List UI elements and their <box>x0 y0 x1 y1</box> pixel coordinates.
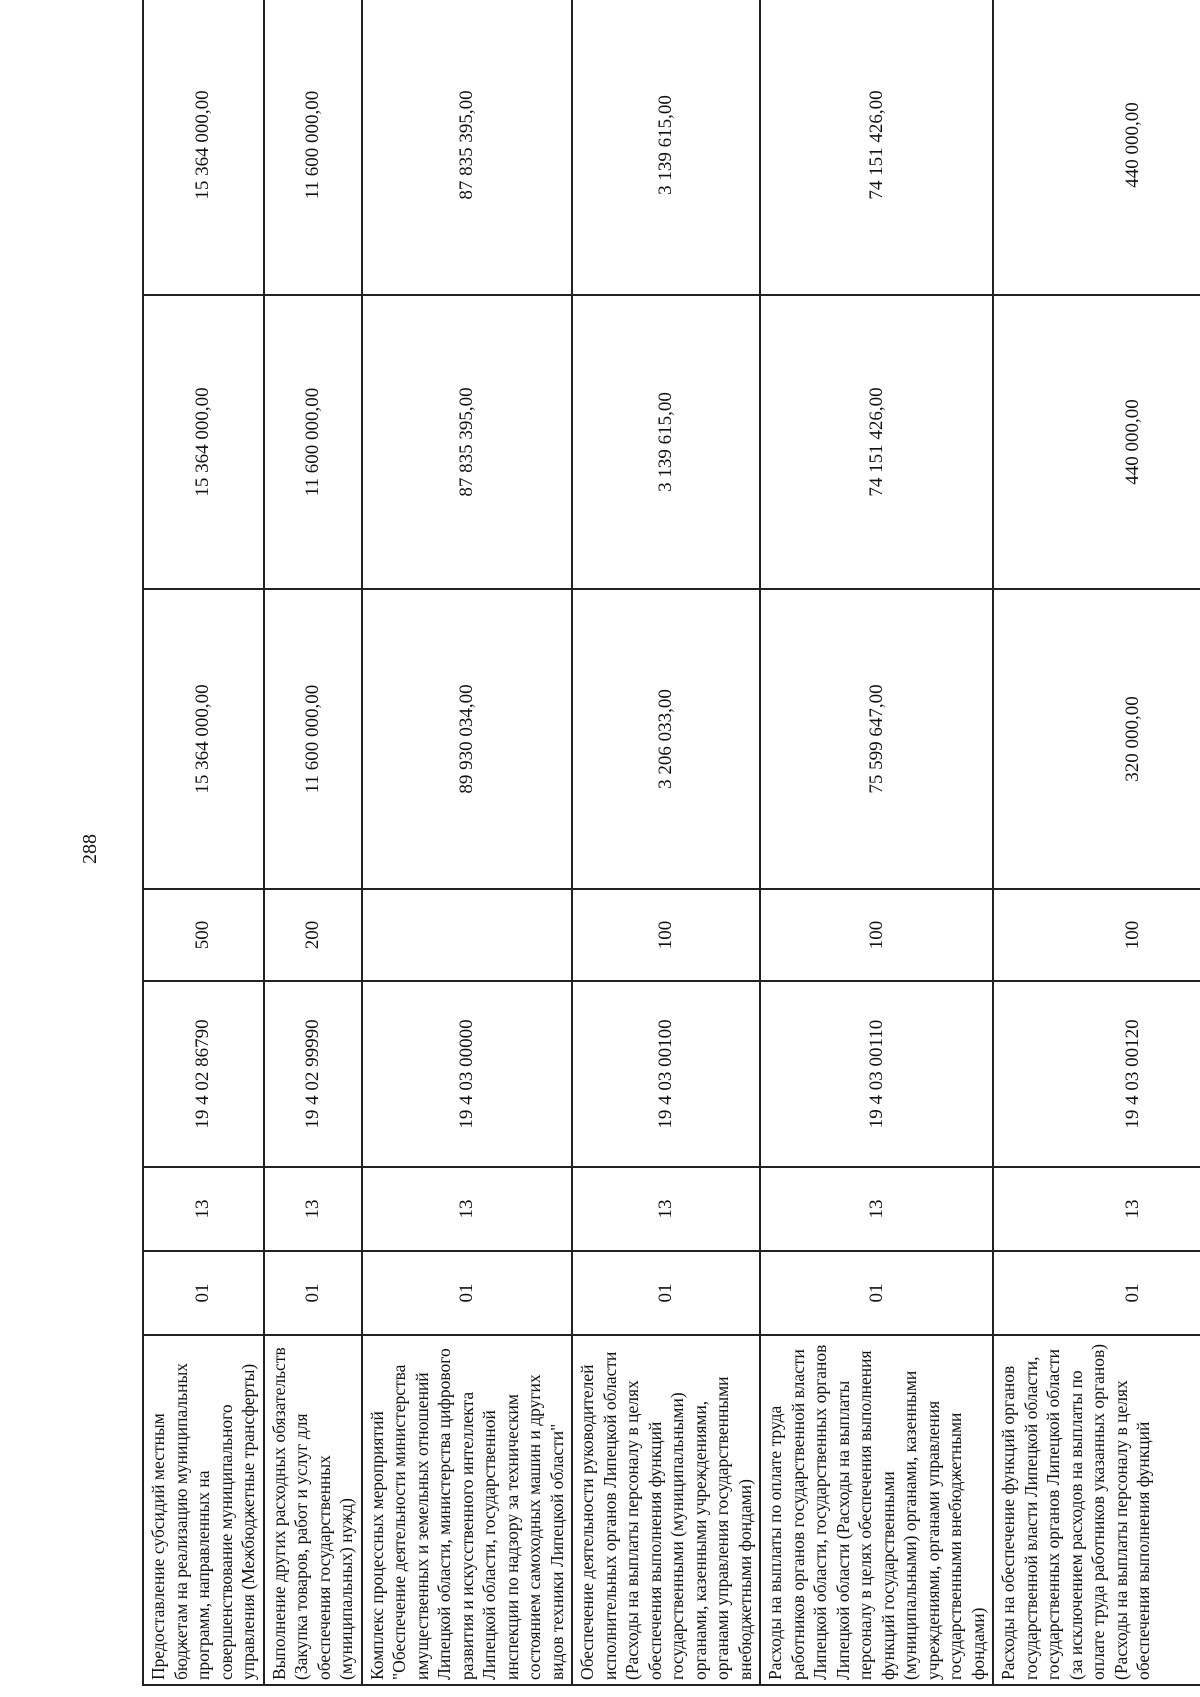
section-code: 01 <box>993 1251 1200 1335</box>
row-description: Комплекс процессных мероприятий "Обеспечение деятельности министерства имущественных и земельных отношений Липецкой области, министерства цифрового развития и искусственного интеллекта Липецкой области, государственной инспекции по надзору за техническим состоянием самоходных машин и других видов техники Липецкой области" <box>362 1335 573 1685</box>
amount-year-1: 320 000,00 <box>993 589 1200 889</box>
row-description: Предоставление субсидий местным бюджетам на реализацию муниципальных программ, направленных на совершенствование муниципального управления (Межбюджетные трансферты) <box>143 1335 264 1685</box>
row-description: Выполнение других расходных обязательств (Закупка товаров, работ и услуг для обеспечения государственных (муниципальных) нужд) <box>264 1335 362 1685</box>
subsection-code: 13 <box>143 1167 264 1251</box>
amount-year-3: 87 835 395,00 <box>362 0 573 295</box>
page-number: 288 <box>79 834 101 864</box>
expense-type-code: 500 <box>143 889 264 981</box>
budget-table <box>142 0 1200 1686</box>
amount-year-2: 3 139 615,00 <box>572 295 760 589</box>
table-row <box>264 0 362 1685</box>
section-code: 01 <box>760 1251 993 1335</box>
subsection-code: 13 <box>993 1167 1200 1251</box>
expense-type-code: 100 <box>760 889 993 981</box>
target-article-code: 19 4 02 99990 <box>264 981 362 1167</box>
table-row <box>143 0 264 1685</box>
row-description: Расходы на обеспечение функций органов государственной власти Липецкой области, государственных органов Липецкой области (за исключением расходов на выплаты по оплате труда работников указанных органов) (Расходы на выплаты персоналу в целях обеспечения выполнения функций <box>993 1335 1200 1685</box>
amount-year-1: 3 206 033,00 <box>572 589 760 889</box>
table-row <box>993 0 1200 1685</box>
section-code: 01 <box>572 1251 760 1335</box>
expense-type-code: 100 <box>572 889 760 981</box>
amount-year-2: 11 600 000,00 <box>264 295 362 589</box>
table-row <box>760 0 993 1685</box>
rotated-table-container <box>142 0 1167 1686</box>
row-description: Расходы на выплаты по оплате труда работников органов государственной власти Липецкой области, государственных органов Липецкой области (Расходы на выплаты персоналу в целях обеспечения выполнения функций государственными (муниципальными) органами, казенными учреждениями, органами управления государственными внебюджетными фондами) <box>760 1335 993 1685</box>
subsection-code: 13 <box>760 1167 993 1251</box>
table-row <box>362 0 573 1685</box>
amount-year-1: 89 930 034,00 <box>362 589 573 889</box>
target-article-code: 19 4 03 00110 <box>760 981 993 1167</box>
expense-type-code: 100 <box>993 889 1200 981</box>
amount-year-3: 15 364 000,00 <box>143 0 264 295</box>
amount-year-3: 3 139 615,00 <box>572 0 760 295</box>
amount-year-2: 15 364 000,00 <box>143 295 264 589</box>
subsection-code: 13 <box>264 1167 362 1251</box>
subsection-code: 13 <box>572 1167 760 1251</box>
subsection-code: 13 <box>362 1167 573 1251</box>
amount-year-1: 75 599 647,00 <box>760 589 993 889</box>
amount-year-3: 74 151 426,00 <box>760 0 993 295</box>
expense-type-code: 200 <box>264 889 362 981</box>
row-description: Обеспечение деятельности руководителей исполнительных органов Липецкой области (Расходы на выплаты персоналу в целях обеспечения выполнения функций государственными (муниципальными) органами, казенными учреждениями, органами управления государственными внебюджетными фондами) <box>572 1335 760 1685</box>
amount-year-1: 15 364 000,00 <box>143 589 264 889</box>
target-article-code: 19 4 03 00120 <box>993 981 1200 1167</box>
expense-type-code <box>362 889 573 981</box>
amount-year-2: 440 000,00 <box>993 295 1200 589</box>
amount-year-2: 87 835 395,00 <box>362 295 573 589</box>
amount-year-1: 11 600 000,00 <box>264 589 362 889</box>
amount-year-3: 440 000,00 <box>993 0 1200 295</box>
target-article-code: 19 4 02 86790 <box>143 981 264 1167</box>
amount-year-3: 11 600 000,00 <box>264 0 362 295</box>
target-article-code: 19 4 03 00000 <box>362 981 573 1167</box>
section-code: 01 <box>362 1251 573 1335</box>
section-code: 01 <box>264 1251 362 1335</box>
table-row <box>572 0 760 1685</box>
section-code: 01 <box>143 1251 264 1335</box>
amount-year-2: 74 151 426,00 <box>760 295 993 589</box>
target-article-code: 19 4 03 00100 <box>572 981 760 1167</box>
